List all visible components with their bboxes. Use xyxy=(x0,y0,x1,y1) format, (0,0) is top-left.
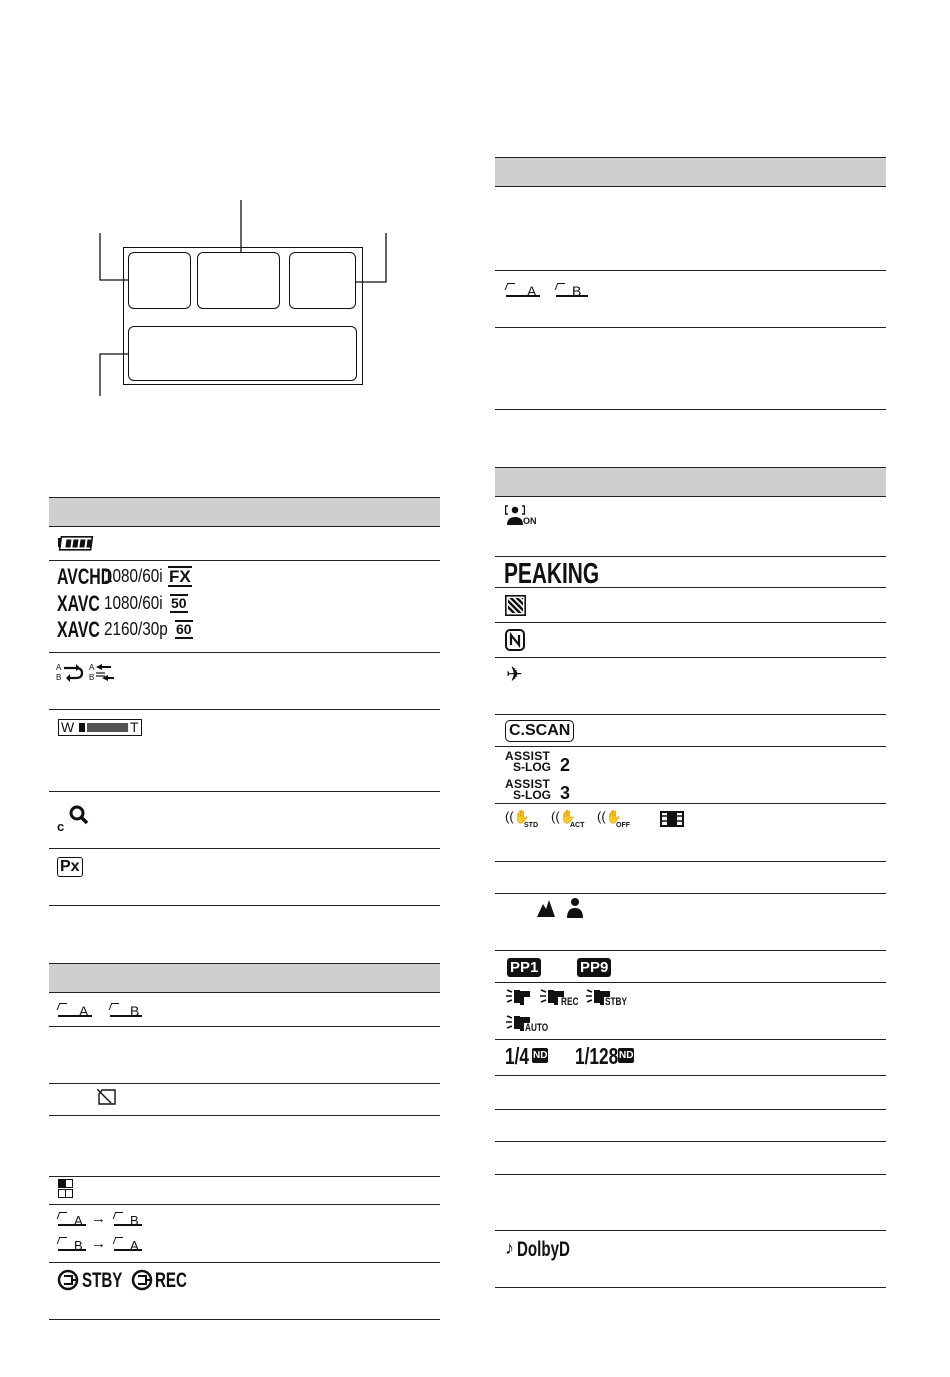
list-item: XAVC 1080/60i 50 xyxy=(57,591,187,616)
svg-text:A: A xyxy=(56,663,62,672)
video-light-icons: REC STBY AUTO xyxy=(505,987,645,1037)
list-item: XAVC 2160/30p 60 xyxy=(57,617,192,642)
callout-lines xyxy=(0,0,950,420)
svg-text:A: A xyxy=(89,663,95,672)
card-icon xyxy=(113,1212,124,1219)
zoom-bar: W T xyxy=(58,719,142,736)
card-icon xyxy=(113,1237,124,1244)
arrow-right-icon: → xyxy=(91,1210,106,1227)
zebra-icon xyxy=(505,595,526,616)
nd-filter-icons: 1/4 ND 1/128 ND xyxy=(505,1043,634,1069)
battery-icon xyxy=(58,536,94,551)
clear-image-zoom-icon: c xyxy=(57,805,89,829)
pixel-badge: Px xyxy=(57,857,83,877)
video-light-icon xyxy=(505,987,533,1009)
peaking-label: PEAKING xyxy=(504,558,600,590)
list-item: A → B xyxy=(58,1212,148,1232)
list-item: AVCHD 1080/60i FX xyxy=(57,564,191,589)
nfc-icon xyxy=(505,629,525,651)
simul-relay-recording-icon xyxy=(56,662,120,682)
hand-shake-icon: ((✋ xyxy=(597,809,622,824)
streaming-icon xyxy=(57,1269,79,1291)
arrow-right-icon: → xyxy=(91,1235,106,1252)
table-header xyxy=(495,157,886,187)
card-icon xyxy=(57,1212,68,1219)
picture-profile-badge: PP9 xyxy=(577,958,611,977)
hand-shake-icon: ((✋ xyxy=(505,809,530,824)
portrait-icon xyxy=(566,897,584,918)
zoom-range-fill xyxy=(87,723,128,732)
music-note-icon: ♪ xyxy=(505,1238,514,1258)
landscape-icon xyxy=(537,898,555,918)
svg-text:B: B xyxy=(89,673,95,682)
face-detection-on-icon: ON xyxy=(505,504,545,528)
card-icon xyxy=(109,1003,120,1010)
display-split-icon xyxy=(58,1179,74,1199)
clear-scan-badge: C.SCAN xyxy=(505,720,574,742)
steadyshot-icons: ((✋ STD ((✋ ACT ((✋ OFF xyxy=(505,810,695,834)
card-icon xyxy=(57,1003,68,1010)
svg-text:B: B xyxy=(56,673,62,682)
magnifier-icon xyxy=(69,805,89,825)
no-card-icon xyxy=(97,1089,117,1105)
airplane-mode-icon: ✈ xyxy=(506,664,523,686)
zoom-position-marker xyxy=(79,723,85,732)
table-header xyxy=(49,963,440,993)
table-header xyxy=(495,467,886,497)
streaming-icon xyxy=(131,1269,153,1291)
picture-profile-badge: PP1 xyxy=(507,958,541,977)
table-header xyxy=(49,497,440,527)
assist-slog-icons: ASSIST S-LOG 2 ASSIST S-LOG 3 xyxy=(505,749,571,803)
film-icon xyxy=(660,811,684,827)
list-item: B → A xyxy=(58,1237,148,1257)
card-icon xyxy=(57,1237,68,1244)
hand-shake-icon: ((✋ xyxy=(551,809,576,824)
